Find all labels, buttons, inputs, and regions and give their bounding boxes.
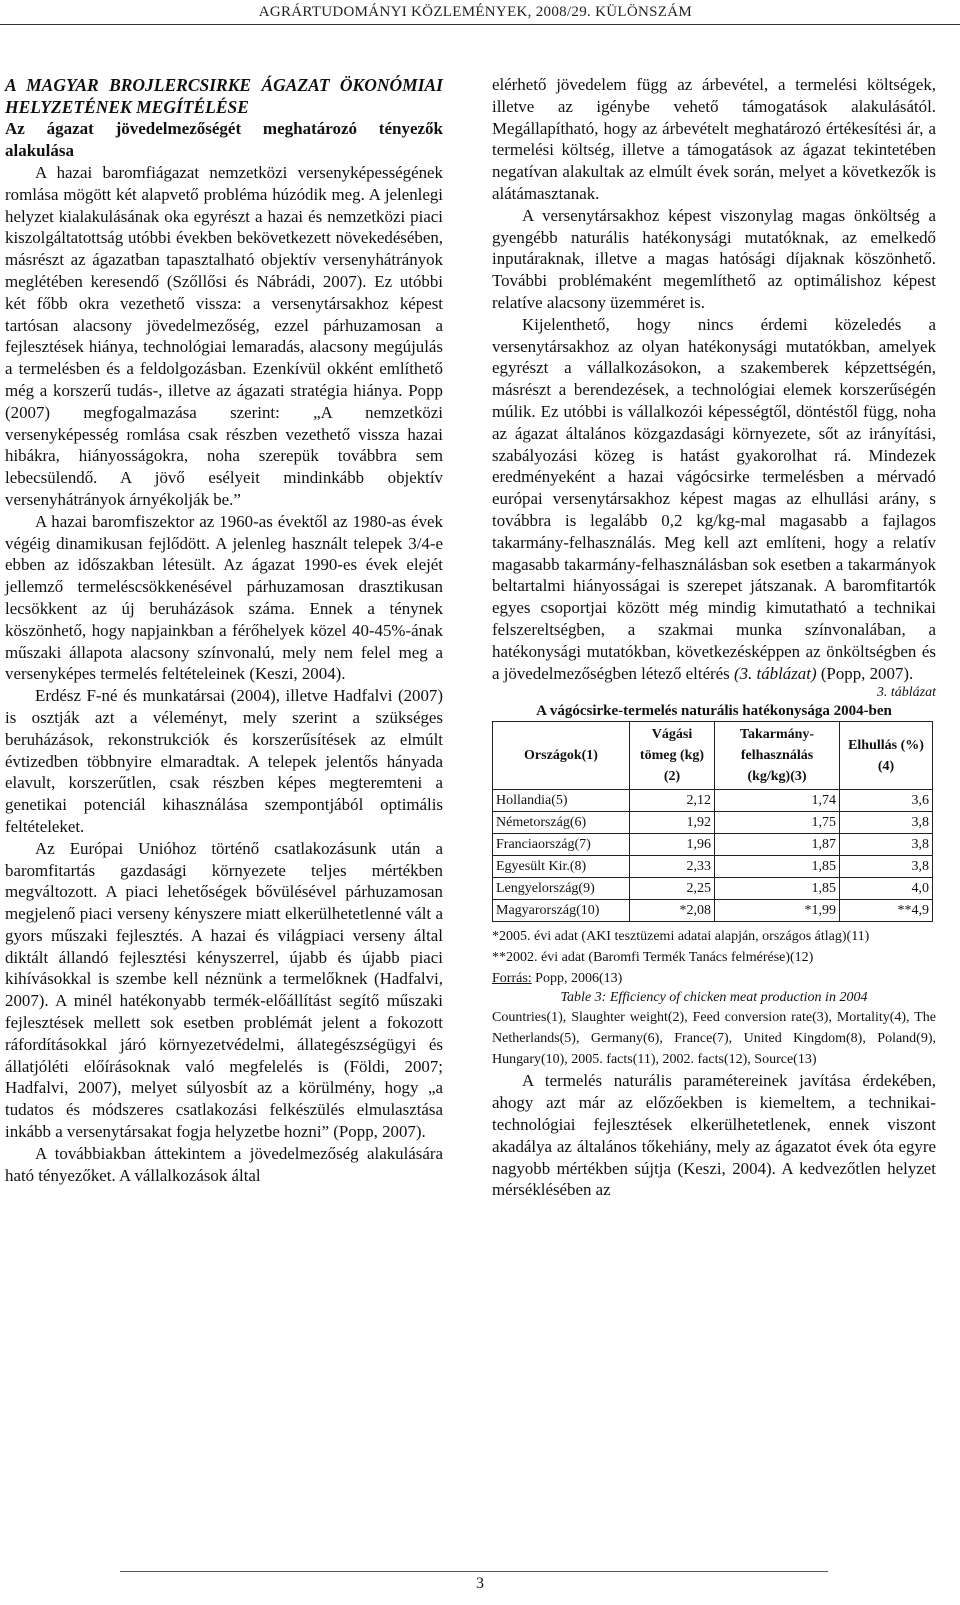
table-row [493, 812, 933, 834]
table-cell: 2,12 [630, 790, 715, 812]
section-heading: Az ágazat jövedelmezőségét meghatározó tényezők alakulása [5, 119, 443, 160]
body-paragraph: A hazai baromfiszektor az 1960-as évektől az 1980-as évek végéig dinamikusan fejlődött. A jelenleg használt telepek 3/4-e ebben az időszakban létesült. Az ágazat 1990-es évek elejét jellemző termeléscsökkenésével párhuzamosan drasztikusan lecsökkent az új beruházások száma. Ennek a ténynek köszönhető, hogy napjainkban a férőhelyek közel 40-45%-ának műszaki állapota alacsony színvonalú, mely nem felel meg a versenyképes termelés feltételeinek (Keszi, 2004). [5, 511, 443, 684]
english-table-legend: Countries(1), Slaughter weight(2), Feed conversion rate(3), Mortality(4), The Netherlands(5), Germany(6), France(7), United Kingdom(8), Poland(9), Hungary(10), 2005. facts(11), 2002. facts(12), Source(13) [492, 1010, 936, 1068]
running-header: AGRÁRTUDOMÁNYI KÖZLEMÉNYEK, 2008/29. KÜLÖNSZÁM [258, 4, 692, 20]
table-cell: 4,0 [840, 878, 933, 900]
paragraph-text: (Popp, 2007). [820, 663, 914, 683]
table-cell: 1,74 [715, 790, 840, 812]
article-title: A MAGYAR BROJLERCSIRKE ÁGAZAT ÖKONÓMIAI HELYZETÉNEK MEGÍTÉLÉSE [5, 75, 443, 117]
table-note: **2002. évi adat (Baromfi Termék Tanács felmérése)(12) [492, 950, 814, 966]
right-column [492, 74, 936, 1201]
table-cell: 1,85 [715, 878, 840, 900]
table-cell: 1,87 [715, 834, 840, 856]
body-paragraph: A termelés naturális paramétereinek javítása érdekében, ahogy azt már az előzőekben is kiemeltem, a technikai-technológiai fejlesztések elkerülhetetlenek, ennek viszont akadálya az általános tőkehiány, mely az ágazatot évek óta egyre nagyobb mértékben sújtja (Keszi, 2004). A kedvezőtlen helyzet mérséklésében az [492, 1071, 936, 1200]
column-header: Országok(1) [493, 722, 630, 790]
column-header: Elhullás (%)(4) [840, 722, 933, 790]
column-header: Vágási tömeg (kg)(2) [630, 722, 715, 790]
table-cell: 1,96 [630, 834, 715, 856]
table-row [493, 878, 933, 900]
table-row [493, 790, 933, 812]
table-cell: *2,08 [630, 900, 715, 922]
body-paragraph: Az Európai Unióhoz történő csatlakozásunk után a baromfitartás gazdasági környezete teljes mértékben megváltozott. A piaci lehetőségek bővülésével párhuzamosan megjelenő piaci verseny kényszere miatt elkerülhetetlenné vált a gyors műszaki fejlesztés. A hazai és világpiaci verseny által diktált állandó fejlesztési kényszerrel, újabb és újabb piaci kihívásokkal is szembe kell néznünk a termelőknek (Hadfalvi, 2007). A minél hatékonyabb termék-előállítást segítő műszaki fejlesztések mellett sok esetben problémát jelent a fokozott ráfordításokkal járó környezetvédelmi, állategészségügyi és állatjóléti előírásoknak való megfelelés is (Földi, 2007; Hadfalvi, 2007), melyet súlyosbít az a körülmény, hogy „a tudatos és módszeres csatlakozási felkészülés elmulasztása inkább a versenytársakat fogja helyzetbe hozni” (Popp, 2007). [5, 838, 443, 1142]
body-paragraph: elérhető jövedelem függ az árbevétel, a termelési költségek, illetve az igénybe vehető támogatások alakulásától. Megállapítható, hogy az árbevételt meghatározó értékesítési ár, a termelési költség, illetve a támogatások az ágazat tekintetében negatívan alakultak az elmúlt évek során, melyet a következők is alátámasztanak. [492, 75, 936, 203]
table-source [492, 968, 936, 989]
table-title: A vágócsirke-termelés naturális hatékonysága 2004-ben [536, 703, 892, 720]
body-paragraph: A versenytársakhoz képest viszonylag magas önköltség a gyengébb naturális hatékonysági mutatóknak, az emelkedő inputáraknak, illetve a magas hatósági díjaknak köszönhető. További problémaként megemlíthető az optimálishoz képest relatíve alacsony üzemméret is. [492, 205, 936, 312]
table-note: *2005. évi adat (AKI tesztüzemi adatai alapján, országos átlag)(11) [492, 929, 870, 945]
table-cell: 3,8 [840, 834, 933, 856]
table-cell: 3,6 [840, 790, 933, 812]
table-row [493, 856, 933, 878]
table-reference: (3. táblázat) [734, 663, 817, 683]
body-paragraph: A továbbiakban áttekintem a jövedelmezőség alakulására ható tényezőket. A vállalkozások által [5, 1143, 443, 1185]
table-header-row [493, 722, 933, 790]
table-row [493, 834, 933, 856]
table-notes [492, 926, 936, 989]
source-label: Forrás: [492, 971, 532, 987]
body-paragraph [492, 314, 936, 685]
table-cell: Franciaország(7) [493, 834, 630, 856]
table-cell: Lengyelország(9) [493, 878, 630, 900]
source-value: Popp, 2006(13) [531, 971, 623, 987]
english-table-caption: Table 3: Efficiency of chicken meat production in 2004 [560, 990, 868, 1006]
footer-divider [120, 1571, 828, 1572]
table-cell: 2,25 [630, 878, 715, 900]
efficiency-table [492, 721, 933, 922]
table-cell: Egyesült Kir.(8) [493, 856, 630, 878]
table-label: 3. táblázat [876, 685, 936, 701]
table-cell: 2,33 [630, 856, 715, 878]
table-cell: 3,8 [840, 812, 933, 834]
left-column [5, 74, 443, 1186]
table-cell: 1,92 [630, 812, 715, 834]
table-cell: **4,9 [840, 900, 933, 922]
header-divider [0, 24, 960, 25]
table-cell: 1,75 [715, 812, 840, 834]
body-paragraph: A hazai baromfiágazat nemzetközi versenyképességének romlása mögött két alapvető probléma húzódik meg. A jelenlegi helyzet kialakulásának oka egyrészt a hazai és nemzetközi piaci kiszolgáltatottság utóbbi években bekövetkezett növekedésében, másrészt az ágazatban tapasztalható objektív versenyhátrányok meglétében keresendő (Szőllősi és Nábrádi, 2007). Ez utóbbi két főbb okra vezethető vissza: a versenytársakhoz képest tartósan alacsony jövedelmezőség, ezzel párhuzamosan a fejlesztések hiánya, technológiai lemaradás, alacsony megújulás a termelésben és a feldolgozásban. Ezenkívül okként említhető még a korszerű tudás-, illetve az ágazati stratégia hiánya. Popp (2007) megfogalmazása szerint: „A nemzetközi versenyképesség romlása csak részben vezethető vissza hazai hibákra, hiányosságokra, noha szerepük továbbra sem lebecsülendő. A jövő esélyeit mindinkább objektív versenyhátrányok árnyékolják be.” [5, 163, 443, 509]
table-cell: 1,85 [715, 856, 840, 878]
table-cell: 3,8 [840, 856, 933, 878]
table-cell: *1,99 [715, 900, 840, 922]
table-cell: Németország(6) [493, 812, 630, 834]
paragraph-text: Kijelenthető, hogy nincs érdemi közeledés a versenytársakhoz az olyan hatékonysági mutatókban, amelyek egyrészt a vállalkozásokon, a szakemberek képzettségén, másrészt a berendezések, a technológiai elemek korszerűségén múlik. Ez utóbbi is vállalkozói képességtől, döntéstől függ, noha az ágazat általános közgazdasági környezete, sőt az irányítási, szabályozási közeg is hatást gyakorolhat rá. Mindezek eredményeként a hazai vágócsirke termelésben a mérvadó európai versenytársakhoz képest magas az elhullási arány, s továbbra is legalább 0,2 kg/kg-mal magasabb a fajlagos takarmány-felhasználás. Meg kell azt említeni, hogy a relatív magasabb takarmány-felhasználásban sok esetben a takarmányok beltartalmi hiányosságai is szerepet játszanak. A baromfitartók egyes csoportjai között még mindig kimutatható a technikai felszereltségben, a szakmai munka színvonalában, a hatékonysági mutatókban, következésképpen az önköltségben és a jövedelmezőségben létező eltérés [492, 314, 936, 683]
page-number: 3 [476, 1575, 484, 1592]
table-cell: Magyarország(10) [493, 900, 630, 922]
column-header: Takarmány-felhasználás (kg/kg)(3) [715, 722, 840, 790]
table-cell: Hollandia(5) [493, 790, 630, 812]
table-row [493, 900, 933, 922]
body-paragraph: Erdész F-né és munkatársai (2004), illetve Hadfalvi (2007) is osztják azt a véleményt, mely szerint a szükséges beruházások, rekonstrukciók és korszerűsítések az elmúlt évtizedben többnyire elmaradtak. A telepek jelentős hányada elavult, korszerűtlen, csak részben képes megteremteni a genetikai potenciál kihasználása szempontjából optimális feltételeket. [5, 686, 443, 836]
